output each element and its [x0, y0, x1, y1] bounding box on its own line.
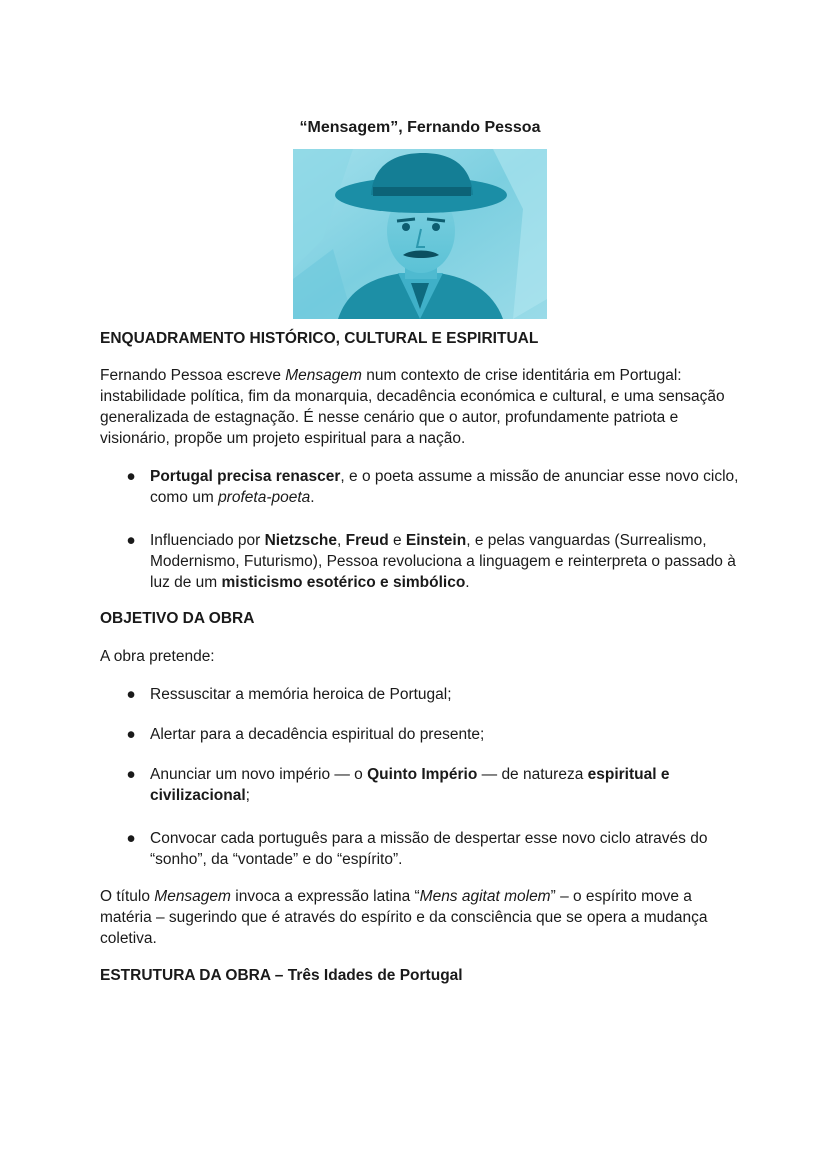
text-span: , — [336, 532, 346, 549]
italic-text: Mens agitat molem — [419, 888, 551, 905]
list-item — [100, 764, 740, 806]
objective-bullet-list — [100, 684, 740, 870]
text-span: Influenciado por — [150, 532, 265, 549]
list-item — [100, 724, 740, 745]
text-span: , e pelas vanguardas (Surrealismo, Modernismo, Futurismo), Pessoa revoluciona a linguagem e reinterpreta o passado à luz de um — [150, 532, 736, 591]
text-span: , e o poeta assume a missão de anunciar esse novo ciclo, como um — [150, 468, 739, 506]
bold-text: misticismo esotérico e simbólico — [221, 574, 466, 591]
text-span: O título — [100, 888, 155, 905]
text-span: ” – o espírito move a matéria – sugerindo que é através do espírito e da consciência que se opera a mudança coletiva. — [100, 888, 708, 947]
text-span: Anunciar um novo império — o — [150, 766, 368, 783]
section-heading-objective: OBJETIVO DA OBRA — [100, 610, 255, 627]
title-meaning-paragraph — [100, 886, 740, 949]
italic-text: profeta-poeta — [218, 489, 311, 506]
section-heading-structure: ESTRUTURA DA OBRA – Três Idades de Portugal — [100, 967, 463, 984]
document-page — [100, 118, 740, 986]
bold-text: espiritual e civilizacional — [150, 766, 670, 804]
list-item — [100, 530, 740, 593]
bold-text: Einstein — [405, 532, 467, 549]
list-item — [100, 828, 740, 870]
bullet-icon: ● — [126, 726, 136, 743]
bold-text: Quinto Império — [367, 766, 478, 783]
objective-intro: A obra pretende: — [100, 648, 215, 665]
fernando-pessoa-portrait — [293, 149, 547, 319]
bullet-icon: ● — [126, 830, 136, 847]
text-span: . — [465, 574, 470, 591]
document-title: “Mensagem”, Fernando Pessoa — [299, 119, 541, 136]
bold-text: Freud — [345, 532, 389, 549]
bullet-icon: ● — [126, 532, 136, 549]
list-item — [100, 466, 740, 508]
context-paragraph — [100, 365, 740, 449]
text-span: Convocar cada português para a missão de despertar esse novo ciclo através do “sonho”, da “vontade” e do “espírito”. — [150, 830, 708, 868]
work-title-emphasis: Mensagem — [285, 367, 362, 384]
bullet-icon: ● — [126, 766, 136, 783]
bullet-icon: ● — [126, 686, 136, 703]
bullet-icon: ● — [126, 468, 136, 485]
context-bullet-list — [100, 466, 740, 593]
text-span: Alertar para a decadência espiritual do presente; — [150, 726, 485, 743]
text-span: . — [310, 489, 315, 506]
bold-text: Portugal precisa renascer — [150, 468, 341, 485]
text-span: Ressuscitar a memória heroica de Portugal; — [150, 686, 452, 703]
italic-text: Mensagem — [154, 888, 231, 905]
text-span: ; — [245, 787, 250, 804]
text-span: Fernando Pessoa escreve — [100, 367, 286, 384]
text-span: e — [388, 532, 406, 549]
portrait-container — [100, 149, 740, 319]
list-item — [100, 684, 740, 705]
text-span: invoca a expressão latina “ — [230, 888, 420, 905]
text-span: — de natureza — [477, 766, 588, 783]
bold-text: Nietzsche — [264, 532, 337, 549]
section-heading-context: ENQUADRAMENTO HISTÓRICO, CULTURAL E ESPIRITUAL — [100, 330, 539, 347]
text-span: num contexto de crise identitária em Portugal: instabilidade política, fim da monarquia, decadência económica e cultural, e uma sensação generalizada de estagnação. É nesse cenário que o autor, profundamente patriota e visionário, propõe um projeto espiritual para a nação. — [100, 367, 725, 447]
